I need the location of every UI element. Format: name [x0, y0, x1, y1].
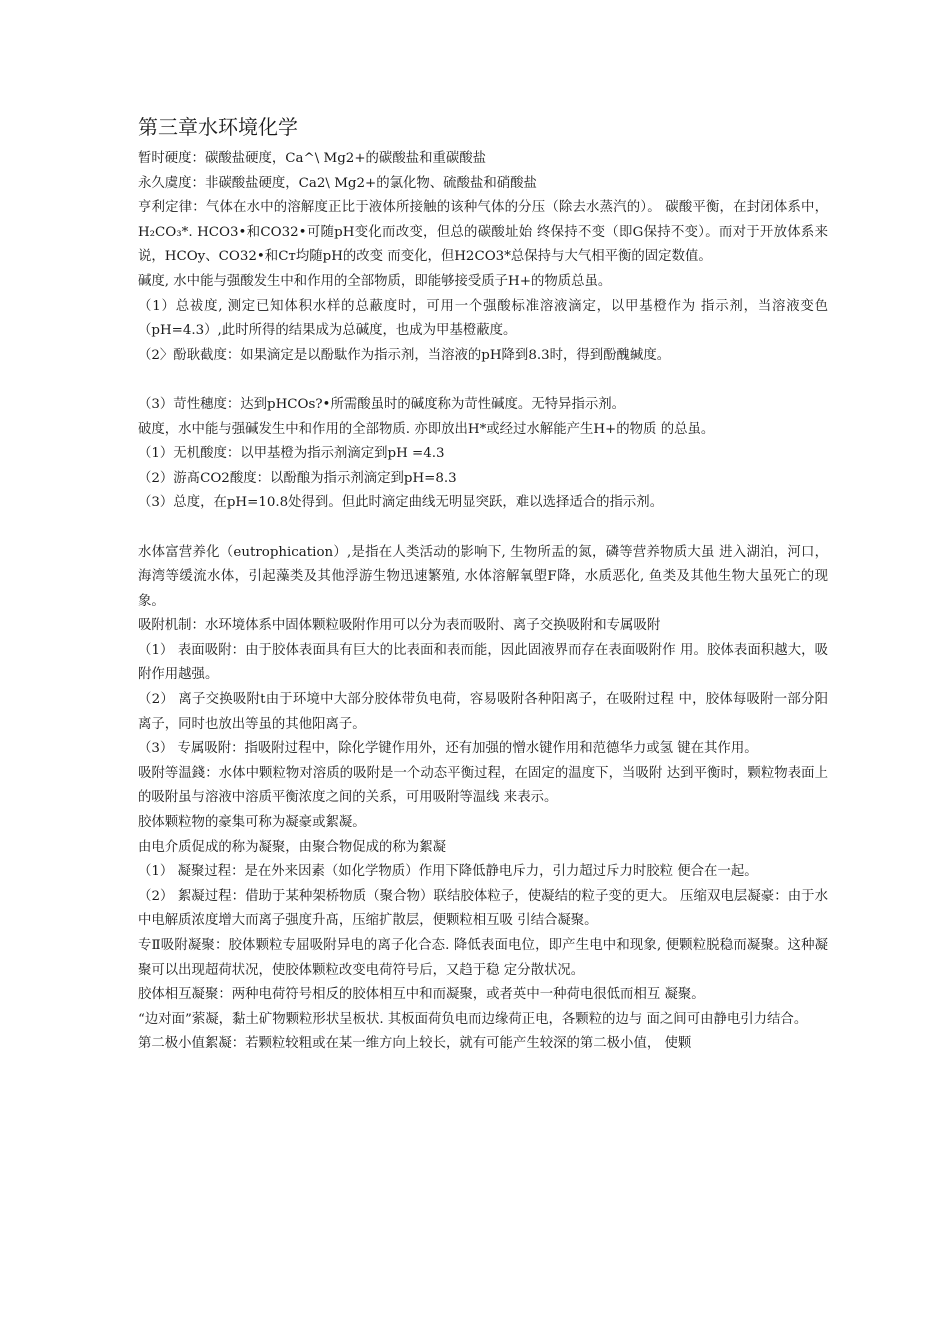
paragraph: （1） 表面吸附：由于胶体表面具有巨大的比表面和表而能，因此固液界而存在表面吸附作 用。胶体表面积越大，吸附作用越强。	[138, 642, 828, 683]
paragraph: 由电介质促成的称为凝聚，由聚合物促成的称为絮凝	[138, 839, 446, 855]
paragraph: （1）总祓度, 测定已知体积水样的总蔽度时，可用一个强酸标准溶液滴定，以甲基橙作为 指示剂，当溶液变色（pH=4.3）,此时所得的结果成为总碱度，也成为甲基橙蔽度。	[138, 298, 828, 339]
paragraph: （3）总度，在pH=10.8处得到。但此时滴定曲线无明显突跃，难以选择适合的指示剂。	[138, 495, 664, 511]
page-title: 第三章水环境化学	[138, 115, 298, 139]
paragraph: 亨利定律：气体在水中的溶解度正比于液体所接触的该种气体的分压（除去水蒸汽的）。 碳酸平衡，在封闭体系中，H₂CO₃*. HCO3•和CO32•可随pH变化而改变，但总的碳酸址始 终保持不变（即G保持不变）。而对于开放体系来说，HCOy、CO32•和Cт均随pH的改变 而变化，但H2CO3*总保持与大气相平衡的固定数值。	[138, 200, 828, 265]
blank-line	[138, 516, 828, 541]
paragraph: （3）苛性穗度：达到pHCOs?•所需酸虽时的碱度称为苛性碱度。无特异指示剂。	[138, 396, 626, 412]
paragraph: “边对面”萦凝，黏土矿物颗粒形状呈板状. 其板面荷负电而边缘荷正电，各颗粒的边与 面之间可由静电引力结合。	[138, 1011, 808, 1027]
paragraph: 碱度, 水中能与强酸发生中和作用的全部物质，即能够接受质子H+的物质总虽。	[138, 273, 612, 289]
paragraph: （2） 絮凝过程：借助于某种架桥物质（聚合物）联结胶体粒子，使凝结的粒子变的更大。 压缩双电层凝豪：由于水中电解质浓度增大而离子强度升髙，压缩扩散层，便颗粒相互吸 引结合凝聚。	[138, 888, 828, 929]
paragraph: （2） 离子交换吸附t由于环境中大部分胶体带负电荷，容易吸附各种阳离子，在吸附过程 中，胶体每吸附一部分阳离子，同时也放出等虽的其他阳离子。	[138, 692, 828, 732]
paragraph: （1） 凝聚过程：是在外来因素（如化学物质）作用下降低静电斥力，引力超过斥力时胶粒 便合在一起。	[138, 864, 758, 880]
paragraph-list	[138, 147, 828, 1057]
paragraph: （2）游髙CO2酸度：以酚酿为指示剂滴定到pH=8.3	[138, 470, 457, 486]
paragraph: 第二极小值絮凝：若颗粒较粗或在某一维方向上较长，就有可能产生较深的第二极小值， 使颗	[138, 1036, 692, 1052]
paragraph: 暂时硬度：碳酸盐硬度，Ca^\ Mg2+的碳酸盐和重碳酸盐	[138, 151, 487, 166]
paragraph: 破度，水中能与强碱发生中和作用的全部物质. 亦即放出H*或经过水解能产生H+的物质 的总虽。	[138, 421, 715, 437]
paragraph: 胶体相互凝聚：两种电荷符号相反的胶体相互中和而凝聚，或者英中一种荷电很低而相互 凝聚。	[138, 987, 705, 1003]
paragraph: （2〉酚耿截度：如果滴定是以酚駄作为指示剂，当溶液的pH降到8.3时，得到酚醜緘度。	[138, 347, 671, 363]
paragraph: 水体富营养化（eutrophication）,是指在人类活动的影响下, 生物所盂的氮，磷等营养物质大虽 进入湖泊，河口，海湾等缓流水体，引起藻类及其他浮游生物迅速繁殖, 水体溶解氧塱F降，水质恶化, 鱼类及其他生物大虽死亡的现象。	[138, 544, 828, 609]
paragraph: 专Ⅱ吸附凝聚：胶体颗粒专屈吸附异电的离子化合态. 降低表面电位，即产生电中和现象, 便颗粒脱稳而凝聚。这种凝聚可以出现超荷状况，使胶体颗粒改变电荷符号后，又趋于稳 定分散状况。	[138, 938, 828, 978]
paragraph: 吸附等温錢：水体中颗粒物对溶质的吸附是一个动态平衡过程，在固定的温度下，当吸附 达到平衡时，颗粒物表面上的吸附虽与溶液中溶质平衡浓度之间的关系，可用吸附等温线 来表示。	[138, 765, 828, 806]
document-body	[138, 113, 828, 1057]
paragraph: （3） 专属吸附：指吸附过程中，除化学键作用外，还有加强的憎水键作用和范德华力或氢 键在其作用。	[138, 741, 758, 757]
paragraph: （1）无机酸度：以甲基橙为指示剂滴定到pH =4.3	[138, 446, 445, 462]
blank-line	[138, 368, 828, 393]
paragraph: 永久虞度：非碳酸盐硬度，Ca2\ Mg2+的氯化物、硫酸盐和硝酸盐	[138, 175, 537, 191]
paragraph: 胶体颗粒物的豪集可称为凝豪或絮凝。	[138, 815, 366, 831]
paragraph: 吸附机制：水环境体系中固体颗粒吸附作用可以分为表而吸附、离子交换吸附和专属吸附	[138, 618, 661, 634]
